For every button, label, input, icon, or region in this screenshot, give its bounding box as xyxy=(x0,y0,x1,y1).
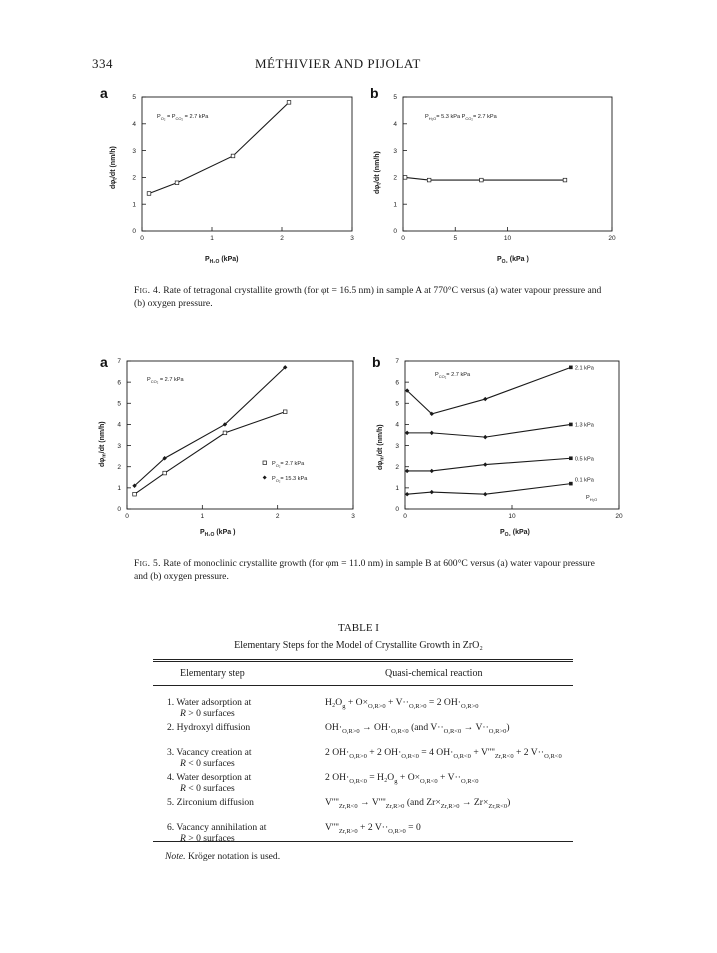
fig4b-annotation: $P_{H_2O}= 5.3$ kPa $P_{CO_2}= 2.7$ kPa xyxy=(425,114,497,121)
fig5a-legend xyxy=(263,461,308,483)
fig5b-ylabel: $d\varphi_m/dt$ (nm/h) xyxy=(377,424,386,470)
fig4b-ylabel: $d\varphi_t/dt$ (nm/h) xyxy=(374,151,383,194)
fig4b-ytick-label: 2 xyxy=(393,174,397,182)
fig5b-data-point xyxy=(405,492,409,496)
table-row-step-condition: R < 0 surfaces xyxy=(180,758,235,769)
table-header-step: Elementary step xyxy=(180,668,245,679)
fig4a-ytick-label: 2 xyxy=(132,174,136,182)
fig4b-xtick-label: 20 xyxy=(608,235,616,242)
table-note-text: Kröger notation is used. xyxy=(187,851,281,862)
fig5a-series-po2-15-3-line xyxy=(135,367,286,485)
fig5b-data-point xyxy=(483,397,487,401)
fig5b-data-point xyxy=(483,435,487,439)
fig5a-xtick-label: 3 xyxy=(351,513,355,520)
fig5a-ytick-label: 4 xyxy=(117,421,121,429)
page-number: 334 xyxy=(92,56,113,71)
table-top-rule xyxy=(153,659,573,660)
table-row-reaction: $V''''_{Zr,R>0} + 2$ $V\cdot\cdot_{O,R>0} = 0$ xyxy=(325,822,421,835)
fig4a-annotation: $P_{O_2} = P_{CO_2} = 2.7$ kPa xyxy=(157,114,209,121)
fig5a-data-point xyxy=(163,471,167,475)
fig4b-letter: b xyxy=(370,85,379,101)
table-row-reaction: $V''''_{Zr,R<0} \to V''''_{Zr,R>0}$ (and $Zr\times_{Zr,R>0} \to Zr\times_{Zr,R<0}$) xyxy=(325,797,511,810)
table-header-rule xyxy=(153,685,573,686)
fig5b-data-point xyxy=(430,490,434,494)
table-row-reaction: $H_2O_g + O\times_{O,R>0} + V\cdot\cdot_{O,R>0} = 2$ $OH\cdot_{O,R>0}$ xyxy=(325,697,479,710)
table-subtitle: Elementary Steps for the Model of Crystallite Growth in ZrO₂ xyxy=(234,640,483,651)
legend-open-square-marker xyxy=(263,461,267,465)
table-row-step: 3. Vacancy creation at xyxy=(167,747,252,758)
fig5b-data-point xyxy=(569,366,573,370)
fig4b-ytick-label: 3 xyxy=(393,147,397,155)
legend-filled-diamond-marker xyxy=(263,476,267,480)
table-row-step: 6. Vacancy annihilation at xyxy=(167,822,267,833)
fig4-caption xyxy=(134,285,604,310)
table-title: TABLE I xyxy=(338,622,379,634)
table-note xyxy=(165,851,280,862)
fig4b-data-point xyxy=(427,178,431,182)
fig5b-series-label: 0.1 kPa xyxy=(574,477,594,484)
fig5b-letter: b xyxy=(372,354,381,370)
table-header-reaction: Quasi-chemical reaction xyxy=(385,668,483,679)
fig5a-ytick-label: 2 xyxy=(117,463,121,471)
fig5b-xtick-label: 0 xyxy=(403,513,407,520)
fig4b-data-point xyxy=(403,176,407,180)
fig5b-ytick-label: 3 xyxy=(395,442,399,450)
table-row-step: 1. Water adsorption at xyxy=(167,697,252,708)
fig4-caption-text: Rate of tetragonal crystallite growth (for φt = 16.5 nm) in sample A at 770°C versus (a) water vapour pressure and (b) oxygen pressure. xyxy=(134,285,602,309)
fig5a-series-po2-2-7-line xyxy=(135,412,286,494)
fig4b-data-point xyxy=(480,178,484,182)
fig5b-ytick-label: 7 xyxy=(395,358,399,366)
fig5b-data-point xyxy=(405,469,409,473)
fig5a-ytick-label: 6 xyxy=(117,379,121,387)
fig4b-panel xyxy=(370,85,616,265)
fig5a-ytick-label: 1 xyxy=(117,485,121,493)
table-row-step-condition: R > 0 surfaces xyxy=(180,708,235,719)
fig5b-data-point xyxy=(483,492,487,496)
fig4a-ytick-label: 1 xyxy=(132,201,136,209)
fig4b-xtick-label: 10 xyxy=(503,235,512,242)
fig4a-xtick-label: 3 xyxy=(350,235,354,242)
table-top-rule-2 xyxy=(153,661,573,662)
fig5a-letter: a xyxy=(100,354,108,370)
fig5b-ytick-label: 0 xyxy=(395,506,399,514)
table-row-reaction: 2 $OH\cdot_{O,R>0} + 2$ $OH\cdot_{O,R<0} = 4$ $OH\cdot_{O,R<0} + V''''_{Zr,R<0} + 2$ $V\cdot\cdot_{O,R<0}$ xyxy=(325,747,562,760)
fig4-caption-label: Fig. 4. xyxy=(134,285,161,296)
fig4a-letter: a xyxy=(100,85,108,101)
fig5a-xtick-label: 2 xyxy=(275,513,280,520)
fig5a-data-point xyxy=(133,492,137,496)
running-title: MÉTHIVIER AND PIJOLAT xyxy=(255,56,421,71)
fig5a-ylabel: $d\varphi_m/dt$ (nm/h) xyxy=(99,421,108,467)
table-bottom-rule xyxy=(153,841,573,842)
fig5a-legend-item-1: $P_{O_2}= 2.7$ kPa xyxy=(272,461,305,468)
fig5b-series-title: $P_{H_2O}$ xyxy=(586,495,598,502)
fig4a-ytick-label: 4 xyxy=(132,121,136,128)
fig5b-data-point xyxy=(405,431,409,435)
table-row-step: 4. Water desorption at xyxy=(167,772,252,783)
fig5a-annotation: $P_{CO_2} = 2.7$ kPa xyxy=(147,377,184,384)
fig5b-data-point xyxy=(569,482,573,486)
fig5b-xtick-label: 10 xyxy=(508,513,516,520)
fig5b-data-point xyxy=(569,423,573,427)
table-note-label: Note. xyxy=(165,851,186,862)
fig4b-xlabel: $P_{O_2}$ (kPa ) xyxy=(497,256,529,265)
fig5b-frame xyxy=(405,361,619,509)
fig5b-xlabel: $P_{O_2}$ (kPa) xyxy=(500,529,530,538)
fig5a-frame xyxy=(127,361,353,509)
table-row-reaction: 2 $OH\cdot_{O,R<0} = H_2O_g + O\times_{O,R<0} + V\cdot\cdot_{O,R<0}$ xyxy=(325,772,479,785)
fig5-caption-label: Fig. 5. xyxy=(134,558,161,569)
table-row-step-condition: R < 0 surfaces xyxy=(180,783,235,794)
fig5b-xtick-label: 20 xyxy=(615,513,623,520)
fig4a-data-point xyxy=(147,192,151,196)
fig4a-xtick-label: 1 xyxy=(210,235,214,242)
table-row-step: 2. Hydroxyl diffusion xyxy=(167,722,251,733)
fig5b-annotation: $P_{CO_2}= 2.7$ kPa xyxy=(435,372,471,379)
fig5-caption xyxy=(134,558,604,583)
fig4a-xtick-label: 0 xyxy=(140,235,144,242)
fig4b-ytick-label: 5 xyxy=(393,94,397,102)
table-row-step: 5. Zirconium diffusion xyxy=(167,797,254,808)
fig5b-panel xyxy=(372,354,623,538)
fig5a-ytick-label: 0 xyxy=(117,506,121,514)
fig4b-data-point xyxy=(563,178,567,182)
fig4b-ytick-label: 1 xyxy=(393,201,397,209)
fig5b-data-point xyxy=(569,456,573,460)
fig4a-xtick-label: 2 xyxy=(280,235,284,242)
fig5b-data-point xyxy=(430,431,434,435)
table-row-reaction: $OH\cdot_{O,R>0} \to OH\cdot_{O,R<0}$ (and $V\cdot\cdot_{O,R<0} \to V\cdot\cdot_{O,R>0}$) xyxy=(325,722,510,735)
fig5b-ytick-label: 4 xyxy=(395,421,399,429)
fig5a-xtick-label: 1 xyxy=(200,513,205,520)
fig5a-panel xyxy=(99,354,355,538)
fig5b-ytick-label: 6 xyxy=(395,379,399,387)
figure-5 xyxy=(95,352,640,547)
fig5a-ytick-label: 5 xyxy=(117,400,121,408)
fig4a-panel xyxy=(100,85,354,265)
fig4b-xtick-label: 5 xyxy=(453,235,458,242)
fig5a-data-point xyxy=(283,410,287,414)
fig5b-ytick-label: 1 xyxy=(395,485,399,493)
fig5a-legend-item-2: $P_{O_2}= 15.3$ kPa xyxy=(272,476,308,483)
fig4b-ytick-label: 4 xyxy=(393,121,397,128)
fig4a-ytick-label: 3 xyxy=(132,147,136,155)
fig5b-ytick-label: 5 xyxy=(395,400,399,408)
fig5a-ytick-label: 7 xyxy=(117,358,121,366)
fig5a-xtick-label: 0 xyxy=(125,513,129,520)
fig4a-data-point xyxy=(287,101,291,105)
figure-4 xyxy=(95,84,635,274)
table-row-step-condition: R > 0 surfaces xyxy=(180,833,235,844)
fig4a-ytick-label: 0 xyxy=(132,228,136,236)
fig5a-ytick-label: 3 xyxy=(117,442,121,450)
fig5b-series-label: 1.3 kPa xyxy=(574,422,594,429)
fig5a-xlabel: $P_{H_2O}$ (kPa ) xyxy=(200,529,236,538)
fig5a-data-point xyxy=(223,431,227,435)
fig5-caption-text: Rate of monoclinic crystallite growth (for φm = 11.0 nm) in sample B at 600°C versus (a) water vapour pressure and (b) oxygen pressure. xyxy=(134,558,595,582)
fig4b-ytick-label: 0 xyxy=(393,228,397,236)
fig5b-data-point xyxy=(483,462,487,466)
fig4a-data-point xyxy=(175,181,179,185)
fig5b-ytick-label: 2 xyxy=(395,463,399,471)
fig5b-data-point xyxy=(430,469,434,473)
fig4a-xlabel: $P_{H_2O}$ (kPa) xyxy=(205,256,239,265)
fig4a-ytick-label: 5 xyxy=(132,94,136,102)
fig4a-ylabel: $d\varphi_t/dt$ (nm/h) xyxy=(110,146,119,189)
fig4b-xtick-label: 0 xyxy=(401,235,405,242)
fig4a-data-point xyxy=(231,154,235,158)
fig5b-series-label: 0.5 kPa xyxy=(574,456,594,463)
fig5b-series-label: 2.1 kPa xyxy=(574,365,594,372)
fig5b-series-line xyxy=(407,367,571,414)
